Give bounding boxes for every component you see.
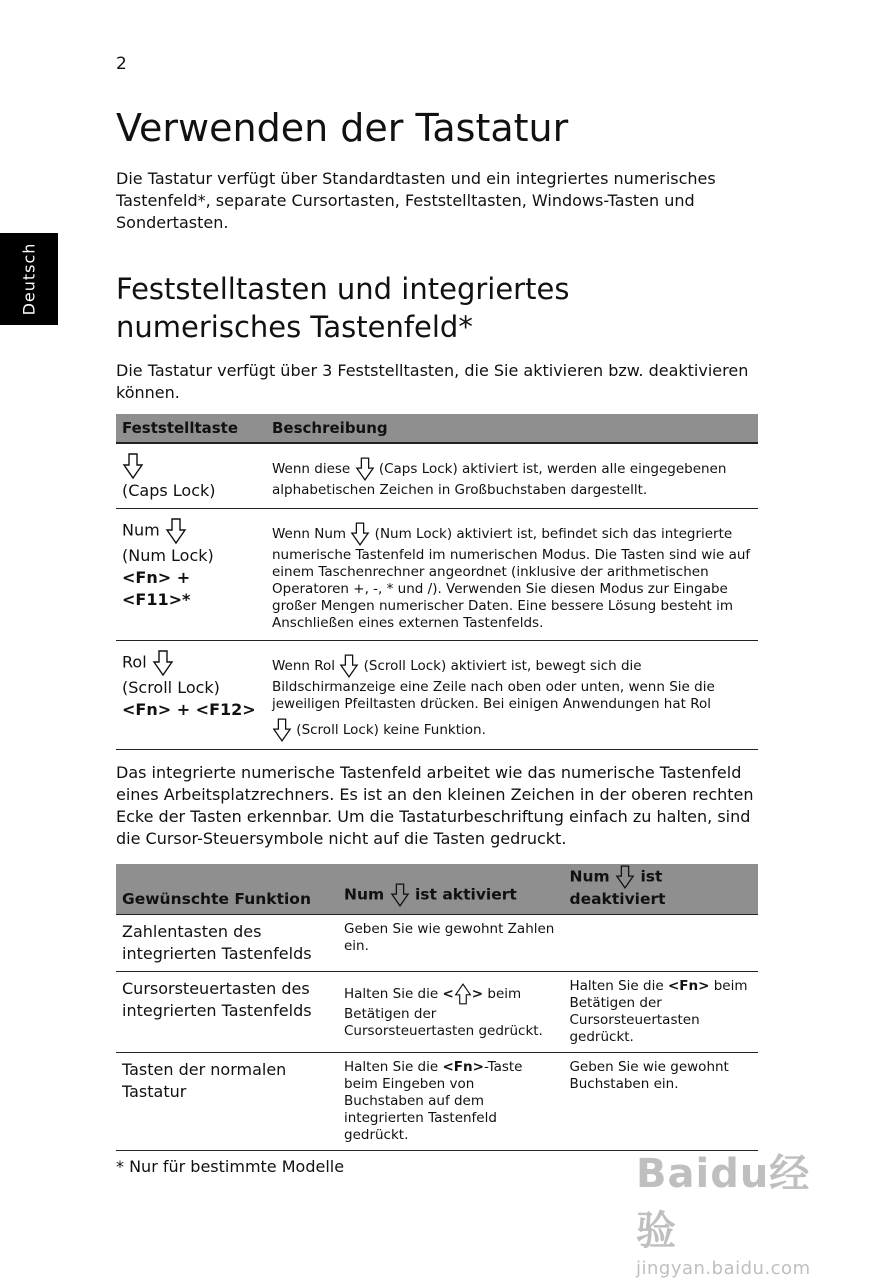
header-function: Gewünschte Funktion	[116, 864, 338, 915]
scroll-lock-description	[266, 641, 758, 750]
header-num-on-state: ist aktiviert	[414, 885, 517, 904]
row2-on-post: beim Betätigen der Cursorsteuertasten gedrückt.	[344, 986, 543, 1039]
header-num-on	[338, 864, 563, 915]
row2-num-on	[338, 972, 563, 1053]
table-row	[116, 1053, 758, 1151]
row3-num-on	[338, 1053, 563, 1151]
scroll-desc-post: (Scroll Lock) aktiviert ist, bewegt sich die Bildschirmanzeige eine Zeile nach oben oder unten, wenn Sie die jeweiligen Pfeiltasten drücken. Bei einigen Anwendungen hat Rol	[272, 658, 715, 712]
row3-num-off: Geben Sie wie gewohnt Buchstaben ein.	[563, 1053, 758, 1151]
header-num-off	[563, 864, 758, 915]
table-row-scroll-lock	[116, 641, 758, 750]
caps-desc-post: (Caps Lock) aktiviert ist, werden alle eingegebenen alphabetischen Zeichen in Großbuchstaben dargestellt.	[272, 461, 727, 498]
page-title: Verwenden der Tastatur	[116, 106, 569, 150]
row3-on-post: -Taste beim Eingeben von Buchstaben auf dem integrierten Tastenfeld gedrückt.	[344, 1059, 523, 1143]
watermark	[636, 1142, 846, 1279]
table-header-row	[116, 414, 758, 443]
num-lock-name: (Num Lock)	[122, 546, 214, 565]
scroll-lock-key-cell	[116, 641, 266, 750]
caps-lock-arrow-icon	[122, 452, 144, 480]
num-lock-label: Num	[122, 520, 160, 540]
scroll-inline-arrow-icon	[339, 653, 359, 679]
num-off-arrow-icon	[615, 864, 635, 890]
header-lock-key: Feststelltaste	[116, 414, 266, 443]
watermark-logo: Baidu经验	[636, 1151, 811, 1254]
table-row-num-lock	[116, 509, 758, 641]
document-content	[116, 104, 758, 1176]
row2-on-pre: Halten Sie die	[344, 986, 439, 1002]
intro-paragraph: Die Tastatur verfügt über Standardtasten und ein integriertes numerisches Tastenfeld*, separate Cursortasten, Feststelltasten, Windows-Tasten und Sondertasten.	[116, 169, 716, 232]
page-number: 2	[116, 54, 127, 74]
shift-arrow-icon	[454, 982, 472, 1006]
header-description: Beschreibung	[266, 414, 758, 443]
function-table-header-row	[116, 864, 758, 915]
row2-on-gt: >	[471, 986, 484, 1002]
header-num-off-state: ist deaktiviert	[569, 867, 666, 908]
section-lead: Die Tastatur verfügt über 3 Feststelltasten, die Sie aktivieren bzw. deaktivieren können.	[116, 361, 749, 402]
function-table	[116, 864, 758, 1151]
scroll-lock-name: (Scroll Lock)	[122, 678, 220, 697]
watermark-url: jingyan.baidu.com	[636, 1258, 811, 1279]
row3-on-key: <Fn>	[442, 1059, 484, 1075]
side-tab-label: Deutsch	[19, 242, 39, 316]
footnote: * Nur für bestimmte Modelle	[116, 1157, 345, 1176]
scroll-lock-label: Rol	[122, 652, 147, 672]
caps-lock-description	[266, 443, 758, 509]
num-inline-arrow-icon	[350, 521, 370, 547]
caps-lock-name: (Caps Lock)	[122, 481, 216, 500]
row2-off-post: beim Betätigen der Cursorsteuertasten gedrückt.	[569, 978, 748, 1045]
row2-off-pre: Halten Sie die	[569, 978, 664, 994]
scroll-desc-end: (Scroll Lock) keine Funktion.	[296, 722, 486, 738]
language-side-tab	[0, 233, 58, 325]
scroll-lock-shortcut: <Fn> + <F12>	[122, 700, 256, 719]
keypad-paragraph: Das integrierte numerische Tastenfeld arbeitet wie das numerische Tastenfeld eines Arbeitsplatzrechners. Es ist an den kleinen Zeichen in der oberen rechten Ecke der Tasten erkennbar. Um die Tastaturbeschriftung einfach zu halten, sind die Cursor-Steuersymbole nicht auf die Tasten gedruckt.	[116, 763, 754, 848]
table-row	[116, 972, 758, 1053]
header-num-off-label: Num	[569, 867, 610, 886]
header-num-on-label: Num	[344, 885, 385, 904]
row1-function: Zahlentasten des integrierten Tastenfelds	[116, 915, 338, 972]
row3-function: Tasten der normalen Tastatur	[116, 1053, 338, 1151]
caps-inline-arrow-icon	[355, 456, 375, 482]
row2-on-lt: <	[442, 986, 454, 1002]
scroll-end-arrow-icon	[272, 717, 292, 743]
row2-num-off	[563, 972, 758, 1053]
num-lock-key-cell	[116, 509, 266, 641]
row1-num-off	[563, 915, 758, 972]
lock-keys-table	[116, 414, 758, 750]
num-on-arrow-icon	[390, 882, 410, 908]
num-lock-description	[266, 509, 758, 641]
num-desc-post: (Num Lock) aktiviert ist, befindet sich das integrierte numerische Tastenfeld im numerischen Modus. Die Tasten sind wie auf einem Taschenrechner angeordnet (inklusive der arithmetischen Operatoren +, -, * und /). Verwenden Sie diesen Modus zur Eingabe großer Mengen numerischer Daten. Eine bessere Lösung besteht im Anschließen eines externen Tastenfelds.	[272, 526, 751, 631]
num-lock-shortcut: <Fn> + <F11>*	[122, 568, 191, 609]
scroll-desc-pre: Wenn Rol	[272, 658, 336, 674]
caps-lock-key-cell	[116, 443, 266, 509]
scroll-lock-arrow-icon	[152, 649, 174, 677]
row1-num-on: Geben Sie wie gewohnt Zahlen ein.	[338, 915, 563, 972]
table-row-caps-lock	[116, 443, 758, 509]
section-title: Feststelltasten und integriertes numerisches Tastenfeld*	[116, 272, 570, 344]
caps-desc-pre: Wenn diese	[272, 461, 351, 477]
num-desc-pre: Wenn Num	[272, 526, 347, 542]
row2-off-key: <Fn>	[667, 978, 710, 994]
row3-on-pre: Halten Sie die	[344, 1059, 439, 1075]
num-lock-arrow-icon	[165, 517, 187, 545]
row2-function: Cursorsteuertasten des integrierten Tastenfelds	[116, 972, 338, 1053]
table-row	[116, 915, 758, 972]
